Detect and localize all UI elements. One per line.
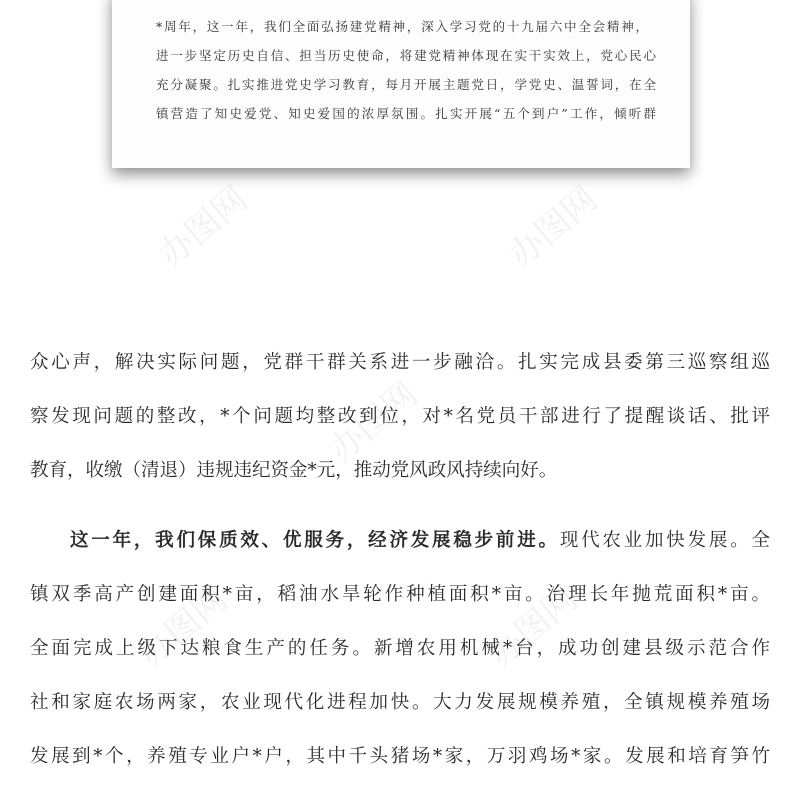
body-text-line: 社和家庭农场两家，农业现代化进程加快。大力发展规模养殖，全镇规模养殖场 [30, 692, 770, 713]
card-text-line: 镇营造了知史爱党、知史爱国的浓厚氛围。扎实开展“五个到户”工作，倾听群 [156, 106, 656, 121]
body-text-line [30, 514, 770, 568]
paragraph-heading: 这一年，我们保质效、优服务，经济发展稳步前进。 [70, 530, 560, 551]
body-text-line: 发展到*个，养殖专业户*户，其中千头猪场*家，万羽鸡场*家。发展和培育笋竹 [30, 746, 770, 767]
document-preview-card [112, 0, 690, 168]
card-text-block [156, 12, 656, 128]
body-text-line: 众心声，解决实际问题，党群干群关系进一步融洽。扎实完成县委第三巡察组巡 [30, 352, 770, 373]
card-text-line: 充分凝聚。扎实推进党史学习教育，每月开展主题党日，学党史、温誓词，在全 [156, 77, 656, 92]
watermark-text: 办图网 [501, 179, 606, 276]
paragraph-1 [30, 336, 770, 498]
watermark-text: 办图网 [151, 179, 256, 276]
body-text-line: 察发现问题的整改，*个问题均整改到位，对*名党员干部进行了提醒谈话、批评 [30, 406, 770, 427]
card-text-line: *周年，这一年，我们全面弘扬建党精神，深入学习党的十九届六中全会精神， [156, 19, 648, 34]
body-text-line: 镇双季高产创建面积*亩，稻油水旱轮作种植面积*亩。治理长年抛荒面积*亩。 [30, 584, 770, 605]
watermark-text: 办图网 [131, 579, 236, 676]
document-body [30, 336, 770, 784]
paragraph-2 [30, 514, 770, 784]
body-text-line: 全面完成上级下达粮食生产的任务。新增农用机械*台，成功创建县级示范合作 [30, 638, 770, 659]
watermark-text: 办图网 [321, 374, 426, 471]
paragraph-text: 现代农业加快发展。全 [559, 530, 770, 551]
card-text-line: 进一步坚定历史自信、担当历史使命，将建党精神体现在实干实效上，党心民心 [156, 48, 656, 63]
watermark-text: 办图网 [481, 579, 586, 676]
body-text-line: 教育，收缴（清退）违规违纪资金*元，推动党风政风持续向好。 [30, 460, 558, 481]
